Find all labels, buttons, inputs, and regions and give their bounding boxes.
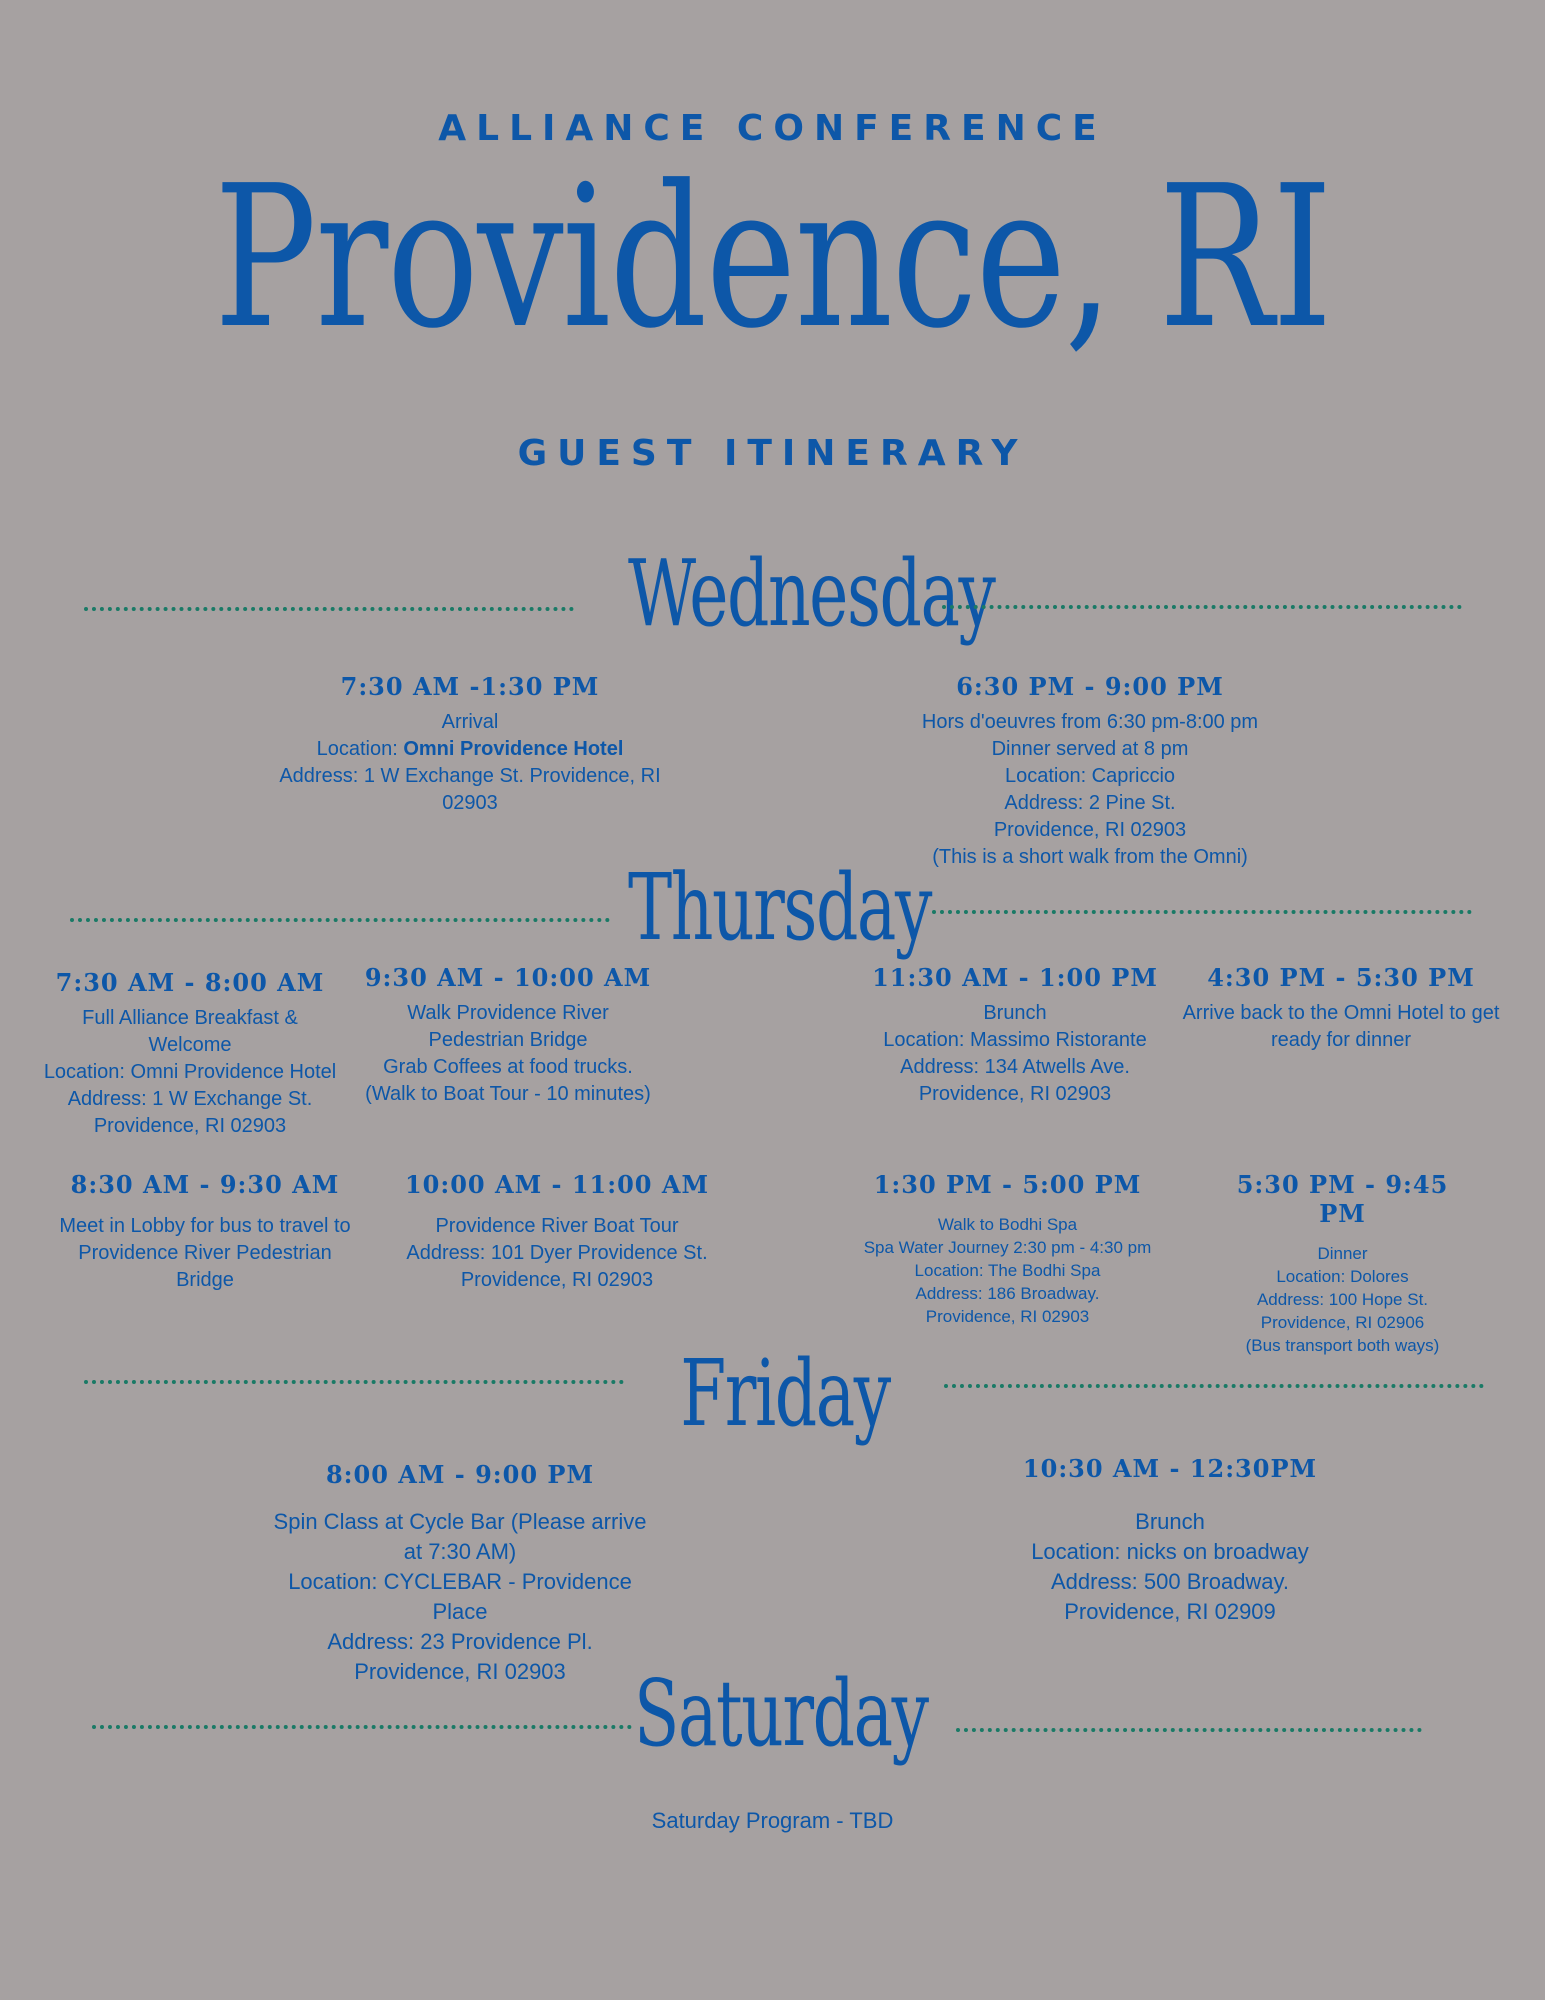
divider-dots xyxy=(932,910,1472,914)
event-time: 4:30 PM - 5:30 PM xyxy=(1207,963,1475,992)
divider-dots xyxy=(942,605,1462,609)
event-thu-bus: 8:30 AM - 9:30 AM Meet in Lobby for bus to travel to Providence River Pedestrian Bridge xyxy=(45,1170,365,1294)
event-wed-dinner: 6:30 PM - 9:00 PM Hors d'oeuvres from 6:30 pm-8:00 pm Dinner served at 8 pm Location: Capriccio Address: 2 Pine St. Providence, RI 02903 (This is a short walk from the Omni) xyxy=(880,672,1300,871)
divider-dots xyxy=(92,1725,632,1729)
conference-kicker: ALLIANCE CONFERENCE xyxy=(438,108,1107,149)
divider-dots xyxy=(944,1384,1484,1388)
event-wed-arrival: 7:30 AM -1:30 PM Arrival Location: Omni Providence Hotel Address: 1 W Exchange St. Providence, RI 02903 xyxy=(270,672,670,817)
divider-dots xyxy=(84,607,574,611)
event-thu-spa: 1:30 PM - 5:00 PM Walk to Bodhi Spa Spa Water Journey 2:30 pm - 4:30 pm Location: The Bodhi Spa Address: 186 Broadway. Providence, RI 02903 xyxy=(845,1170,1170,1328)
event-time: 5:30 PM - 9:45 PM xyxy=(1236,1170,1449,1228)
hotel-name: Omni Providence Hotel xyxy=(403,738,624,760)
divider-dots xyxy=(956,1728,1422,1732)
event-thu-dinner: 5:30 PM - 9:45 PM Dinner Location: Dolores Address: 100 Hope St. Providence, RI 02906 (Bus transport both ways) xyxy=(1210,1170,1475,1357)
event-time: 6:30 PM - 9:00 PM xyxy=(956,672,1224,701)
event-time: 7:30 AM -1:30 PM xyxy=(340,672,600,701)
event-time: 8:30 AM - 9:30 AM xyxy=(70,1170,340,1199)
event-time: 11:30 AM - 1:00 PM xyxy=(872,963,1158,992)
event-time: 10:00 AM - 11:00 AM xyxy=(404,1170,710,1199)
event-time: 7:30 AM - 8:00 AM xyxy=(55,968,325,997)
saturday-note: Saturday Program - TBD xyxy=(651,1808,894,1833)
event-time: 10:30 AM - 12:30PM xyxy=(1022,1454,1318,1483)
day-heading-saturday: Saturday xyxy=(634,1660,928,1767)
day-heading-wednesday: Wednesday xyxy=(628,540,995,647)
day-heading-friday: Friday xyxy=(680,1340,890,1447)
event-thu-brunch: 11:30 AM - 1:00 PM Brunch Location: Massimo Ristorante Address: 134 Atwells Ave. Providence, RI 02903 xyxy=(860,963,1170,1108)
city-title: Providence, RI xyxy=(213,144,1331,372)
event-time: 8:00 AM - 9:00 PM xyxy=(325,1460,595,1489)
event-thu-boat-tour: 10:00 AM - 11:00 AM Providence River Boat Tour Address: 101 Dyer Providence St. Providence, RI 02903 xyxy=(392,1170,722,1294)
event-thu-return: 4:30 PM - 5:30 PM Arrive back to the Omni Hotel to get ready for dinner xyxy=(1165,963,1517,1054)
event-fri-spin: 8:00 AM - 9:00 PM Spin Class at Cycle Bar (Please arrive at 7:30 AM) Location: CYCLEBAR - Providence Place Address: 23 Providence Pl. Providence, RI 02903 xyxy=(250,1460,670,1687)
itinerary-subtitle: GUEST ITINERARY xyxy=(517,433,1028,474)
event-thu-walk: 9:30 AM - 10:00 AM Walk Providence River Pedestrian Bridge Grab Coffees at food trucks. (Walk to Boat Tour - 10 minutes) xyxy=(358,963,658,1108)
divider-dots xyxy=(70,918,610,922)
event-time: 9:30 AM - 10:00 AM xyxy=(364,963,652,992)
divider-dots xyxy=(84,1380,624,1384)
event-time: 1:30 PM - 5:00 PM xyxy=(873,1170,1142,1199)
event-fri-brunch: 10:30 AM - 12:30PM Brunch Location: nicks on broadway Address: 500 Broadway. Providence, RI 02909 xyxy=(970,1454,1370,1627)
day-heading-thursday: Thursday xyxy=(628,854,931,961)
event-thu-breakfast: 7:30 AM - 8:00 AM Full Alliance Breakfast & Welcome Location: Omni Providence Hotel Address: 1 W Exchange St. Providence, RI 02903 xyxy=(35,968,345,1140)
